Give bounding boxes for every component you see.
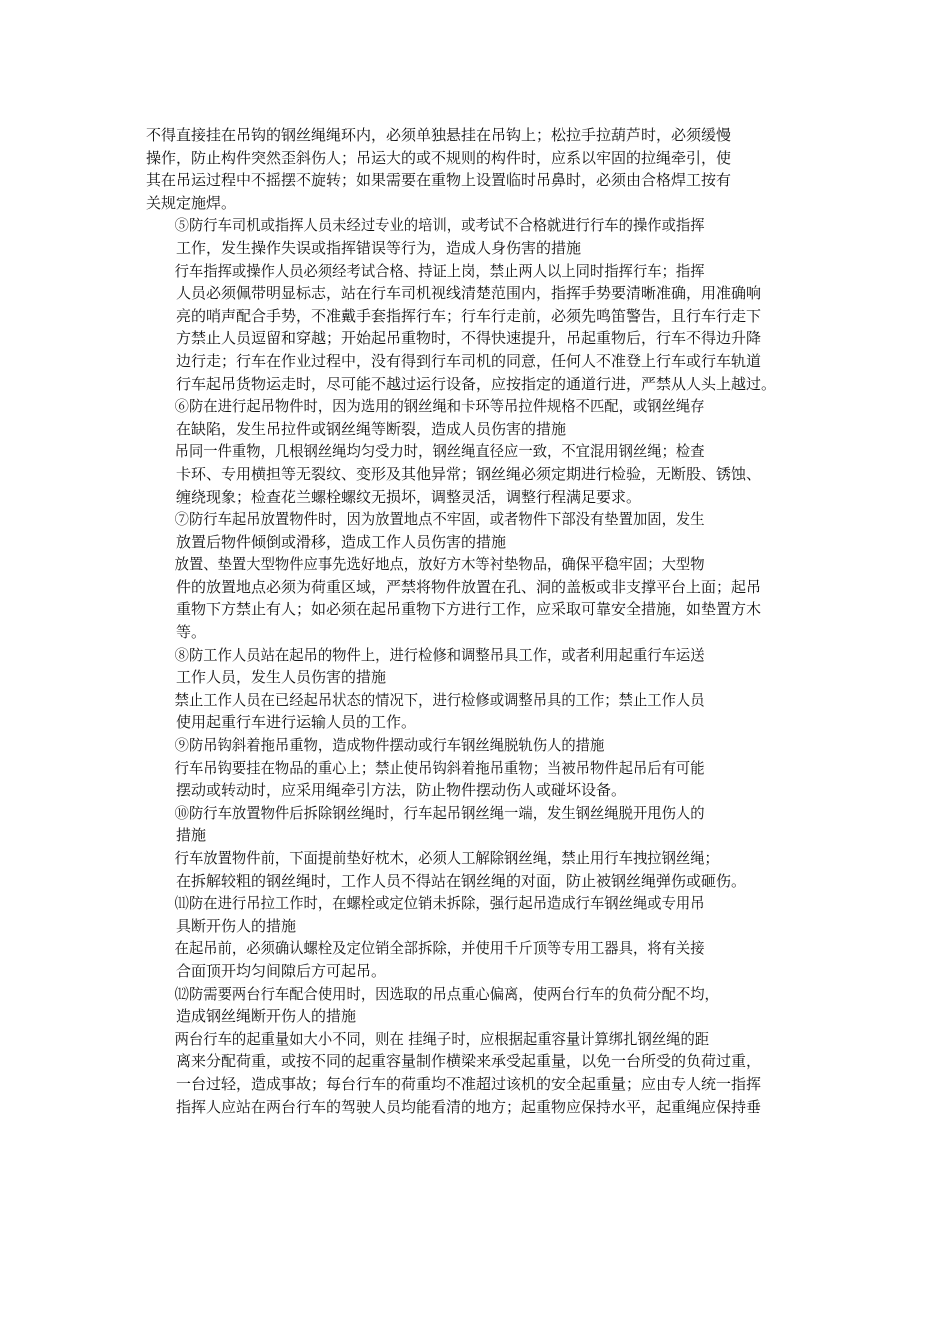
- text-line: 卡环、专用横担等无裂纹、变形及其他异常；钢丝绳必须定期进行检验，无断股、锈蚀、: [176, 464, 762, 483]
- paragraph: [146, 1028, 809, 1118]
- paragraph: [146, 983, 809, 1028]
- paragraph: [146, 689, 809, 734]
- text-line: 离来分配荷重，或按不同的起重容量制作横梁来承受起重量，以免一台所受的负荷过重，: [176, 1052, 762, 1071]
- text-line: 两台行车的起重量如大小不同，则在 挂绳子时，应根据起重容量计算绑扎钢丝绳的距: [174, 1029, 710, 1048]
- text-line: ⑾防在进行吊拉工作时，在螺栓或定位销未拆除，强行起吊造成行车钢丝绳或专用吊: [174, 894, 705, 913]
- paragraph: [146, 214, 809, 259]
- paragraph: [146, 847, 809, 892]
- paragraph: [146, 757, 809, 802]
- text-line: 工作人员，发生人员伤害的措施: [176, 668, 387, 687]
- document-page: [146, 124, 809, 1118]
- text-line: 不得直接挂在吊钩的钢丝绳绳环内，必须单独悬挂在吊钩上；松拉手拉葫芦时，必须缓慢: [146, 126, 732, 144]
- paragraph: [146, 508, 809, 553]
- text-line: 一台过轻，造成事故；每台行车的荷重均不准超过该机的安全起重量；应由专人统一指挥: [176, 1074, 762, 1093]
- text-line: ⑤防行车司机或指挥人员未经过专业的培训，或考试不合格就进行行车的操作或指挥: [174, 216, 705, 235]
- paragraph: [146, 937, 809, 982]
- text-line: 措施: [176, 826, 207, 845]
- paragraph: [146, 260, 809, 396]
- text-line: 具断开伤人的措施: [176, 916, 297, 935]
- text-line: 放置、垫置大型物件应事先选好地点，放好方木等衬垫物品，确保平稳牢固；大型物: [174, 555, 705, 574]
- text-line: 关规定施焊。: [146, 193, 237, 212]
- text-line: 在拆解较粗的钢丝绳时，工作人员不得站在钢丝绳的对面，防止被钢丝绳弹伤或砸伤。: [176, 871, 747, 890]
- text-line: 行车吊钩要挂在物品的重心上；禁止使吊钩斜着拖吊重物；当被吊物件起吊后有可能: [174, 758, 705, 777]
- text-line: 件的放置地点必须为荷重区域，严禁将物件放置在孔、洞的盖板或非支撑平台上面；起吊: [176, 577, 762, 596]
- text-line: 其在吊运过程中不摇摆不旋转；如果需要在重物上设置临时吊鼻时，必须由合格焊工按有: [146, 171, 732, 190]
- paragraph: [146, 644, 809, 689]
- text-line: 亮的哨声配合手势，不准戴手套指挥行车；行车行走前，必须先鸣笛警告，且行车行走下: [176, 306, 762, 325]
- paragraph: [146, 440, 809, 508]
- text-line: 指挥人应站在两台行车的驾驶人员均能看清的地方；起重物应保持水平，起重绳应保持垂: [176, 1097, 762, 1116]
- text-line: 操作，防止构件突然歪斜伤人；吊运大的或不规则的构件时，应系以牢固的拉绳牵引，使: [146, 148, 732, 167]
- text-line: ⑥防在进行起吊物件时，因为选用的钢丝绳和卡环等吊拉件规格不匹配，或钢丝绳存: [174, 397, 705, 416]
- paragraph: [146, 395, 809, 440]
- text-line: 行车指挥或操作人员必须经考试合格、持证上岗，禁止两人以上同时指挥行车；指挥: [174, 261, 705, 280]
- text-line: ⑿防需要两台行车配合使用时，因选取的吊点重心偏离，使两台行车的负荷分配不均，: [174, 984, 719, 1003]
- text-line: 吊同一件重物，几根钢丝绳均匀受力时，钢丝绳直径应一致，不宜混用钢丝绳；检查: [174, 442, 705, 461]
- text-line: 在起吊前，必须确认螺栓及定位销全部拆除，并使用千斤顶等专用工器具，将有关接: [174, 939, 705, 958]
- text-line: 等。: [176, 623, 207, 642]
- text-line: 工作，发生操作失误或指挥错误等行为，造成人身伤害的措施: [176, 238, 582, 257]
- text-line: 在缺陷，发生吊拉件或钢丝绳等断裂，造成人员伤害的措施: [176, 419, 567, 438]
- paragraph: [146, 734, 809, 757]
- text-line: ⑩防行车放置物件后拆除钢丝绳时，行车起吊钢丝绳一端，发生钢丝绳脱开甩伤人的: [174, 803, 705, 822]
- text-line: 人员必须佩带明显标志，站在行车司机视线清楚范围内，指挥手势要清晰准确，用准确响: [176, 284, 762, 303]
- text-line: 禁止工作人员在已经起吊状态的情况下，进行检修或调整吊具的工作；禁止工作人员: [174, 690, 705, 709]
- text-line: 边行走；行车在作业过程中，没有得到行车司机的同意，任何人不准登上行车或行车轨道: [176, 351, 762, 370]
- text-line: 使用起重行车进行运输人员的工作。: [176, 713, 417, 732]
- text-line: 放置后物件倾倒或滑移，造成工作人员伤害的措施: [176, 532, 507, 551]
- text-line: 重物下方禁止有人；如必须在起吊重物下方进行工作，应采取可靠安全措施，如垫置方木: [176, 600, 762, 619]
- text-line: ⑦防行车起吊放置物件时，因为放置地点不牢固，或者物件下部没有垫置加固，发生: [174, 510, 705, 529]
- text-line: 造成钢丝绳断开伤人的措施: [176, 1007, 357, 1026]
- text-line: 缠绕现象；检查花兰螺栓螺纹无损坏，调整灵活，调整行程满足要求。: [176, 487, 642, 506]
- paragraph: [146, 802, 809, 847]
- text-line: 行车放置物件前，下面提前垫好枕木，必须人工解除钢丝绳，禁止用行车拽拉钢丝绳；: [174, 849, 719, 867]
- paragraph: [146, 892, 809, 937]
- text-line: 摆动或转动时，应采用绳牵引方法，防止物件摆动伤人或碰坏设备。: [176, 781, 627, 800]
- paragraph: [146, 124, 809, 214]
- paragraph: [146, 553, 809, 643]
- text-line: 方禁止人员逗留和穿越；开始起吊重物时，不得快速提升，吊起重物后，行车不得边升降: [176, 329, 762, 348]
- text-line: 合面顶开均匀间隙后方可起吊。: [176, 961, 387, 980]
- text-line: 行车起吊货物运走时，尽可能不越过运行设备，应按指定的通道行进，严禁从人头上越过。: [176, 374, 777, 393]
- text-line: ⑧防工作人员站在起吊的物件上，进行检修和调整吊具工作，或者利用起重行车运送: [174, 645, 705, 664]
- text-line: ⑨防吊钩斜着拖吊重物，造成物件摆动或行车钢丝绳脱轨伤人的措施: [174, 736, 605, 755]
